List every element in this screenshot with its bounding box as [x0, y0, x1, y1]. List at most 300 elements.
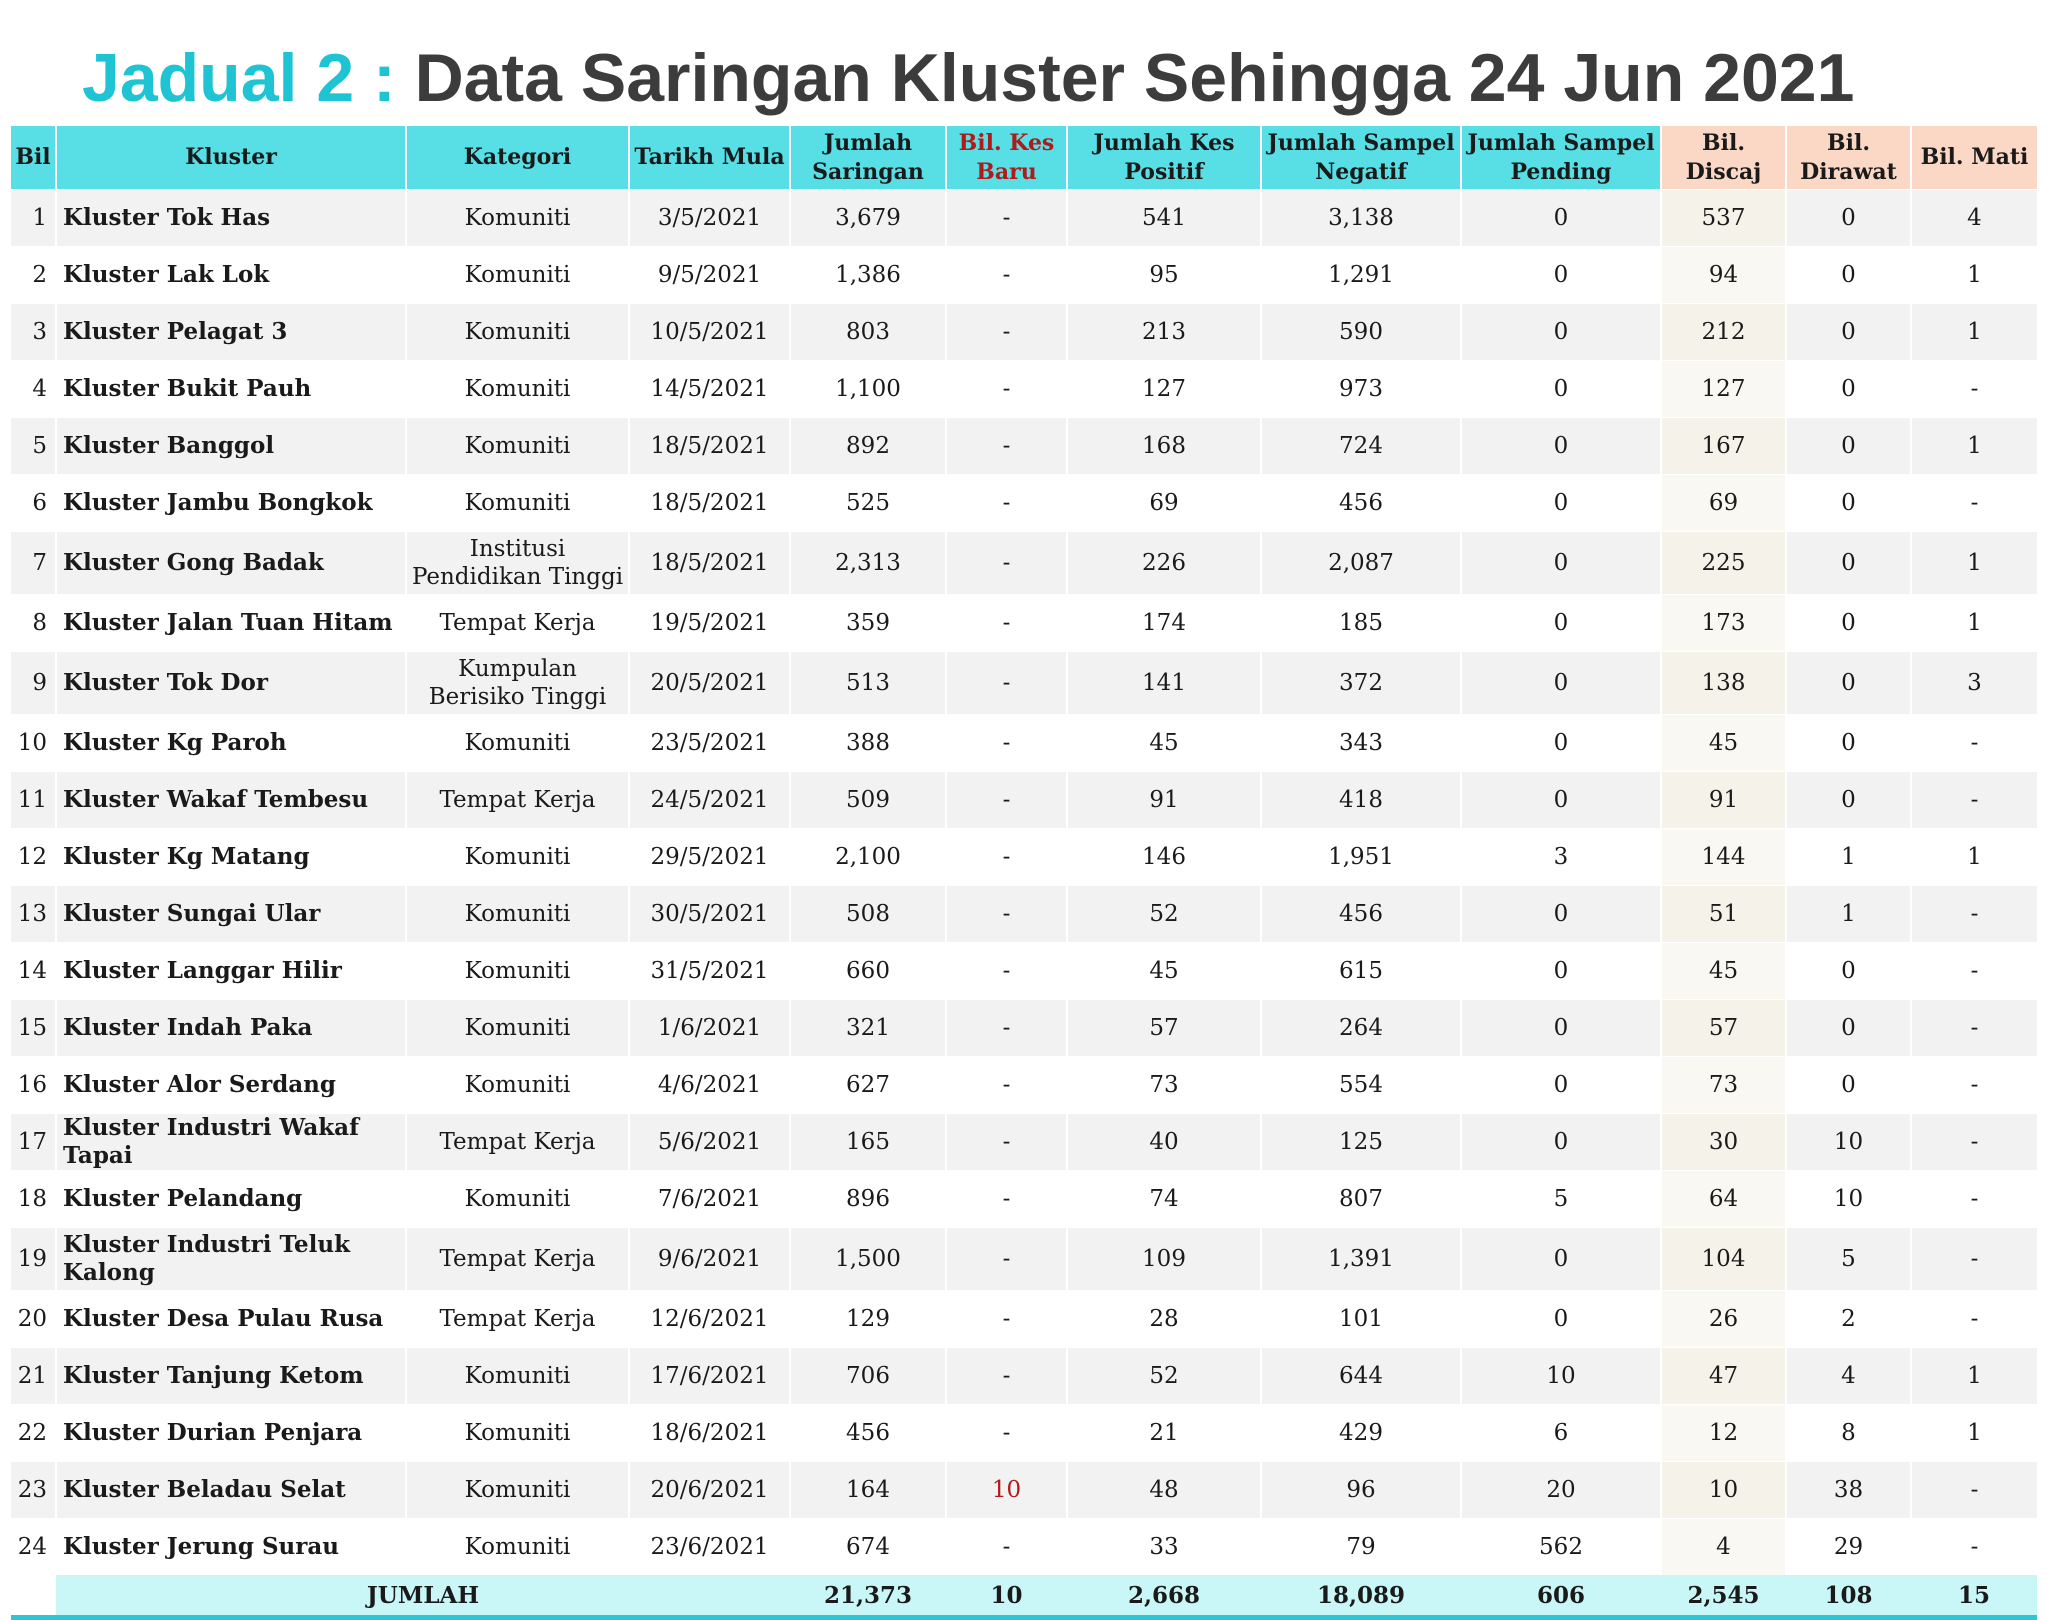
- cell-mati: 1: [1911, 1348, 2037, 1405]
- cell-pending: 5: [1461, 1171, 1661, 1228]
- cell-discaj: 47: [1661, 1348, 1786, 1405]
- cell-mati: -: [1911, 1291, 2037, 1348]
- cell-mati: -: [1911, 475, 2037, 532]
- cell-discaj: 94: [1661, 247, 1786, 304]
- cell-kategori: Komuniti: [406, 304, 629, 361]
- table-row: [11, 715, 2037, 772]
- cell-kes-baru: -: [946, 715, 1067, 772]
- cell-kategori: Kumpulan Berisiko Tinggi: [406, 652, 629, 715]
- cell-bil: 2: [11, 247, 56, 304]
- cell-dirawat: 8: [1786, 1405, 1911, 1462]
- cell-kategori: Tempat Kerja: [406, 772, 629, 829]
- cell-mati: -: [1911, 1462, 2037, 1519]
- cell-bil: 19: [11, 1228, 56, 1291]
- cell-mati: 1: [1911, 418, 2037, 475]
- cell-kluster: Kluster Indah Paka: [56, 1000, 406, 1057]
- cell-kluster: Kluster Tok Dor: [56, 652, 406, 715]
- cell-tarikh: 4/6/2021: [629, 1057, 790, 1114]
- cell-kategori: Komuniti: [406, 190, 629, 247]
- cell-tarikh: 9/6/2021: [629, 1228, 790, 1291]
- cell-kes-positif: 33: [1067, 1519, 1261, 1576]
- cell-kes-baru: -: [946, 1405, 1067, 1462]
- cell-saringan: 674: [790, 1519, 946, 1576]
- cell-tarikh: 19/5/2021: [629, 595, 790, 652]
- cell-saringan: 3,679: [790, 190, 946, 247]
- header-tarikh: Tarikh Mula: [629, 126, 790, 190]
- table-row: [11, 1171, 2037, 1228]
- cell-bil: 10: [11, 715, 56, 772]
- cell-dirawat: 0: [1786, 1057, 1911, 1114]
- cell-discaj: 173: [1661, 595, 1786, 652]
- cell-tarikh: 14/5/2021: [629, 361, 790, 418]
- cell-pending: 20: [1461, 1462, 1661, 1519]
- cell-tarikh: 18/5/2021: [629, 418, 790, 475]
- cell-discaj: 167: [1661, 418, 1786, 475]
- cell-saringan: 456: [790, 1405, 946, 1462]
- header-dirawat: Bil. Dirawat: [1786, 126, 1911, 190]
- cell-kes-baru: -: [946, 1348, 1067, 1405]
- cell-kategori: Tempat Kerja: [406, 595, 629, 652]
- cell-kes-baru: -: [946, 304, 1067, 361]
- cell-dirawat: 0: [1786, 190, 1911, 247]
- cell-kluster: Kluster Jalan Tuan Hitam: [56, 595, 406, 652]
- cell-bil: 7: [11, 532, 56, 595]
- cell-kes-positif: 109: [1067, 1228, 1261, 1291]
- cell-tarikh: 9/5/2021: [629, 247, 790, 304]
- cell-kategori: Tempat Kerja: [406, 1291, 629, 1348]
- table-row: [11, 829, 2037, 886]
- cell-pending: 0: [1461, 1000, 1661, 1057]
- cell-dirawat: 0: [1786, 1000, 1911, 1057]
- cell-kategori: Komuniti: [406, 418, 629, 475]
- cell-mati: 3: [1911, 652, 2037, 715]
- cell-dirawat: 0: [1786, 475, 1911, 532]
- header-saringan: Jumlah Saringan: [790, 126, 946, 190]
- cell-discaj: 212: [1661, 304, 1786, 361]
- cell-mati: -: [1911, 886, 2037, 943]
- cell-negatif: 456: [1261, 886, 1461, 943]
- cell-kes-baru: -: [946, 1000, 1067, 1057]
- total-mati: 15: [1911, 1575, 2037, 1618]
- cell-bil: 13: [11, 886, 56, 943]
- cell-kluster: Kluster Lak Lok: [56, 247, 406, 304]
- cell-kes-baru: -: [946, 595, 1067, 652]
- cell-tarikh: 10/5/2021: [629, 304, 790, 361]
- cell-negatif: 973: [1261, 361, 1461, 418]
- cell-saringan: 129: [790, 1291, 946, 1348]
- table-row: [11, 652, 2037, 715]
- cell-bil: 24: [11, 1519, 56, 1576]
- cell-kes-positif: 73: [1067, 1057, 1261, 1114]
- cell-kluster: Kluster Tanjung Ketom: [56, 1348, 406, 1405]
- cell-discaj: 127: [1661, 361, 1786, 418]
- cell-negatif: 456: [1261, 475, 1461, 532]
- cell-kes-positif: 168: [1067, 418, 1261, 475]
- cell-dirawat: 0: [1786, 418, 1911, 475]
- cell-mati: 4: [1911, 190, 2037, 247]
- cell-negatif: 1,391: [1261, 1228, 1461, 1291]
- cell-discaj: 4: [1661, 1519, 1786, 1576]
- cell-negatif: 724: [1261, 418, 1461, 475]
- cell-kategori: Komuniti: [406, 1057, 629, 1114]
- cell-kes-baru: -: [946, 652, 1067, 715]
- cell-dirawat: 0: [1786, 943, 1911, 1000]
- title-prefix: Jadual 2 :: [82, 40, 396, 116]
- cell-tarikh: 18/5/2021: [629, 475, 790, 532]
- cell-kategori: Komuniti: [406, 1000, 629, 1057]
- cell-discaj: 12: [1661, 1405, 1786, 1462]
- cell-negatif: 615: [1261, 943, 1461, 1000]
- cell-kategori: Komuniti: [406, 247, 629, 304]
- cell-kluster: Kluster Pelandang: [56, 1171, 406, 1228]
- cell-dirawat: 0: [1786, 247, 1911, 304]
- cell-mati: -: [1911, 1519, 2037, 1576]
- total-dirawat: 108: [1786, 1575, 1911, 1618]
- cell-saringan: 627: [790, 1057, 946, 1114]
- cell-discaj: 10: [1661, 1462, 1786, 1519]
- table-row: [11, 595, 2037, 652]
- cell-bil: 20: [11, 1291, 56, 1348]
- cell-kategori: Komuniti: [406, 829, 629, 886]
- cell-kluster: Kluster Sungai Ular: [56, 886, 406, 943]
- cell-negatif: 2,087: [1261, 532, 1461, 595]
- header-bil: Bil: [11, 126, 56, 190]
- table-row: [11, 532, 2037, 595]
- cell-dirawat: 2: [1786, 1291, 1911, 1348]
- cell-negatif: 101: [1261, 1291, 1461, 1348]
- cell-dirawat: 10: [1786, 1171, 1911, 1228]
- cell-bil: 3: [11, 304, 56, 361]
- cell-discaj: 537: [1661, 190, 1786, 247]
- cell-kes-positif: 52: [1067, 1348, 1261, 1405]
- cell-saringan: 165: [790, 1114, 946, 1171]
- cell-dirawat: 38: [1786, 1462, 1911, 1519]
- cell-kes-baru: -: [946, 475, 1067, 532]
- cell-discaj: 73: [1661, 1057, 1786, 1114]
- cell-tarikh: 1/6/2021: [629, 1000, 790, 1057]
- cell-kes-positif: 541: [1067, 190, 1261, 247]
- cell-negatif: 554: [1261, 1057, 1461, 1114]
- cell-bil: 11: [11, 772, 56, 829]
- cell-saringan: 660: [790, 943, 946, 1000]
- cell-tarikh: 7/6/2021: [629, 1171, 790, 1228]
- header-pending: Jumlah Sampel Pending: [1461, 126, 1661, 190]
- cell-discaj: 30: [1661, 1114, 1786, 1171]
- cell-kategori: Komuniti: [406, 1405, 629, 1462]
- cell-bil: 14: [11, 943, 56, 1000]
- cell-negatif: 807: [1261, 1171, 1461, 1228]
- cell-kes-baru: -: [946, 418, 1067, 475]
- cell-dirawat: 1: [1786, 886, 1911, 943]
- cell-kes-baru: -: [946, 1519, 1067, 1576]
- cell-pending: 562: [1461, 1519, 1661, 1576]
- cell-pending: 6: [1461, 1405, 1661, 1462]
- cell-saringan: 803: [790, 304, 946, 361]
- cell-kes-positif: 95: [1067, 247, 1261, 304]
- cell-negatif: 125: [1261, 1114, 1461, 1171]
- cell-bil: 12: [11, 829, 56, 886]
- cell-mati: -: [1911, 943, 2037, 1000]
- cell-saringan: 525: [790, 475, 946, 532]
- cell-kes-baru: -: [946, 886, 1067, 943]
- cell-kes-positif: 48: [1067, 1462, 1261, 1519]
- cell-tarikh: 24/5/2021: [629, 772, 790, 829]
- cell-kategori: Komuniti: [406, 1171, 629, 1228]
- cell-discaj: 225: [1661, 532, 1786, 595]
- cell-pending: 0: [1461, 304, 1661, 361]
- cell-kategori: Tempat Kerja: [406, 1114, 629, 1171]
- cell-negatif: 3,138: [1261, 190, 1461, 247]
- table-row: [11, 1114, 2037, 1171]
- cell-negatif: 343: [1261, 715, 1461, 772]
- cell-dirawat: 4: [1786, 1348, 1911, 1405]
- cell-dirawat: 0: [1786, 361, 1911, 418]
- cell-dirawat: 1: [1786, 829, 1911, 886]
- cell-kes-positif: 226: [1067, 532, 1261, 595]
- cell-negatif: 96: [1261, 1462, 1461, 1519]
- total-blank: [11, 1575, 56, 1618]
- cell-kes-baru: -: [946, 532, 1067, 595]
- cell-kategori: Komuniti: [406, 943, 629, 1000]
- cell-tarikh: 29/5/2021: [629, 829, 790, 886]
- cell-kes-baru: -: [946, 1171, 1067, 1228]
- cell-pending: 0: [1461, 475, 1661, 532]
- cell-kategori: Komuniti: [406, 361, 629, 418]
- cell-bil: 4: [11, 361, 56, 418]
- cell-mati: 1: [1911, 247, 2037, 304]
- cell-mati: 1: [1911, 829, 2037, 886]
- header-discaj: Bil. Discaj: [1661, 126, 1786, 190]
- cell-mati: 1: [1911, 304, 2037, 361]
- cell-bil: 21: [11, 1348, 56, 1405]
- cell-kes-positif: 57: [1067, 1000, 1261, 1057]
- cell-discaj: 51: [1661, 886, 1786, 943]
- cell-bil: 9: [11, 652, 56, 715]
- cell-mati: -: [1911, 772, 2037, 829]
- cell-negatif: 418: [1261, 772, 1461, 829]
- header-kategori: Kategori: [406, 126, 629, 190]
- cell-kluster: Kluster Gong Badak: [56, 532, 406, 595]
- cell-pending: 0: [1461, 1114, 1661, 1171]
- cell-dirawat: 0: [1786, 595, 1911, 652]
- cell-mati: -: [1911, 1114, 2037, 1171]
- cell-discaj: 144: [1661, 829, 1786, 886]
- cell-kes-positif: 127: [1067, 361, 1261, 418]
- cell-bil: 18: [11, 1171, 56, 1228]
- table-row: [11, 1462, 2037, 1519]
- cell-negatif: 79: [1261, 1519, 1461, 1576]
- cell-saringan: 1,386: [790, 247, 946, 304]
- cell-discaj: 138: [1661, 652, 1786, 715]
- cell-pending: 0: [1461, 247, 1661, 304]
- cell-mati: 1: [1911, 595, 2037, 652]
- cell-kategori: Komuniti: [406, 1519, 629, 1576]
- cell-saringan: 388: [790, 715, 946, 772]
- cell-discaj: 104: [1661, 1228, 1786, 1291]
- header-kes-baru: Bil. Kes Baru: [946, 126, 1067, 190]
- total-row: [11, 1575, 2037, 1618]
- cell-mati: -: [1911, 1057, 2037, 1114]
- cell-saringan: 164: [790, 1462, 946, 1519]
- cell-kluster: Kluster Beladau Selat: [56, 1462, 406, 1519]
- cell-bil: 22: [11, 1405, 56, 1462]
- cell-tarikh: 23/6/2021: [629, 1519, 790, 1576]
- cell-kluster: Kluster Kg Paroh: [56, 715, 406, 772]
- cell-pending: 0: [1461, 943, 1661, 1000]
- cell-kes-baru: -: [946, 247, 1067, 304]
- total-discaj: 2,545: [1661, 1575, 1786, 1618]
- cell-dirawat: 5: [1786, 1228, 1911, 1291]
- total-pending: 606: [1461, 1575, 1661, 1618]
- cell-pending: 0: [1461, 595, 1661, 652]
- cell-bil: 17: [11, 1114, 56, 1171]
- table-row: [11, 1348, 2037, 1405]
- cell-bil: 15: [11, 1000, 56, 1057]
- cell-saringan: 896: [790, 1171, 946, 1228]
- cell-mati: 1: [1911, 532, 2037, 595]
- cell-tarikh: 3/5/2021: [629, 190, 790, 247]
- cell-bil: 23: [11, 1462, 56, 1519]
- cell-kes-baru: -: [946, 361, 1067, 418]
- cell-negatif: 185: [1261, 595, 1461, 652]
- cell-kes-positif: 52: [1067, 886, 1261, 943]
- cluster-screening-table: [11, 126, 2037, 1620]
- cell-kes-baru: -: [946, 190, 1067, 247]
- cell-kluster: Kluster Jambu Bongkok: [56, 475, 406, 532]
- cell-tarikh: 20/5/2021: [629, 652, 790, 715]
- cell-pending: 0: [1461, 886, 1661, 943]
- total-saringan: 21,373: [790, 1575, 946, 1618]
- header-row: [11, 126, 2037, 190]
- cell-negatif: 590: [1261, 304, 1461, 361]
- cell-discaj: 45: [1661, 715, 1786, 772]
- header-kluster: Kluster: [56, 126, 406, 190]
- table-row: [11, 1405, 2037, 1462]
- cell-kategori: Komuniti: [406, 715, 629, 772]
- cell-mati: -: [1911, 361, 2037, 418]
- cell-kes-positif: 174: [1067, 595, 1261, 652]
- total-label: JUMLAH: [56, 1575, 790, 1618]
- cell-tarikh: 12/6/2021: [629, 1291, 790, 1348]
- cell-pending: 0: [1461, 190, 1661, 247]
- cell-kategori: Tempat Kerja: [406, 1228, 629, 1291]
- cell-tarikh: 20/6/2021: [629, 1462, 790, 1519]
- table-row: [11, 247, 2037, 304]
- cell-kategori: Institusi Pendidikan Tinggi: [406, 532, 629, 595]
- cell-mati: -: [1911, 1000, 2037, 1057]
- title-main: Data Saringan Kluster Sehingga 24 Jun 2021: [414, 40, 1855, 116]
- header-kes-positif: Jumlah Kes Positif: [1067, 126, 1261, 190]
- cell-kes-positif: 21: [1067, 1405, 1261, 1462]
- cell-pending: 10: [1461, 1348, 1661, 1405]
- cell-kes-baru: -: [946, 772, 1067, 829]
- cell-kes-positif: 45: [1067, 943, 1261, 1000]
- table-row: [11, 1000, 2037, 1057]
- cell-pending: 0: [1461, 772, 1661, 829]
- page-title: [82, 36, 1854, 120]
- cell-kes-positif: 74: [1067, 1171, 1261, 1228]
- cell-dirawat: 0: [1786, 715, 1911, 772]
- cell-saringan: 359: [790, 595, 946, 652]
- cell-saringan: 892: [790, 418, 946, 475]
- cell-saringan: 513: [790, 652, 946, 715]
- cell-kluster: Kluster Desa Pulau Rusa: [56, 1291, 406, 1348]
- cell-kes-positif: 40: [1067, 1114, 1261, 1171]
- table-row: [11, 943, 2037, 1000]
- cell-saringan: 1,500: [790, 1228, 946, 1291]
- cell-saringan: 1,100: [790, 361, 946, 418]
- cell-kluster: Kluster Industri Teluk Kalong: [56, 1228, 406, 1291]
- cell-kluster: Kluster Jerung Surau: [56, 1519, 406, 1576]
- cell-kluster: Kluster Tok Has: [56, 190, 406, 247]
- cell-saringan: 2,100: [790, 829, 946, 886]
- cell-kluster: Kluster Wakaf Tembesu: [56, 772, 406, 829]
- table-row: [11, 1519, 2037, 1576]
- cell-mati: -: [1911, 1171, 2037, 1228]
- cell-kluster: Kluster Bukit Pauh: [56, 361, 406, 418]
- cell-kluster: Kluster Alor Serdang: [56, 1057, 406, 1114]
- cell-kategori: Komuniti: [406, 475, 629, 532]
- cell-pending: 3: [1461, 829, 1661, 886]
- cell-kes-baru: -: [946, 1114, 1067, 1171]
- cell-tarikh: 17/6/2021: [629, 1348, 790, 1405]
- cell-tarikh: 5/6/2021: [629, 1114, 790, 1171]
- cell-dirawat: 10: [1786, 1114, 1911, 1171]
- table-row: [11, 886, 2037, 943]
- cell-bil: 16: [11, 1057, 56, 1114]
- table-row: [11, 190, 2037, 247]
- table-row: [11, 1228, 2037, 1291]
- cell-kes-baru: -: [946, 1228, 1067, 1291]
- cell-saringan: 321: [790, 1000, 946, 1057]
- cell-saringan: 508: [790, 886, 946, 943]
- cell-kes-positif: 213: [1067, 304, 1261, 361]
- table-row: [11, 418, 2037, 475]
- cell-negatif: 372: [1261, 652, 1461, 715]
- cell-pending: 0: [1461, 532, 1661, 595]
- table-row: [11, 304, 2037, 361]
- cell-discaj: 45: [1661, 943, 1786, 1000]
- cell-kes-baru: -: [946, 1291, 1067, 1348]
- table-row: [11, 475, 2037, 532]
- cell-pending: 0: [1461, 418, 1661, 475]
- cell-dirawat: 0: [1786, 532, 1911, 595]
- cell-tarikh: 18/5/2021: [629, 532, 790, 595]
- cell-negatif: 1,951: [1261, 829, 1461, 886]
- cell-kes-baru: -: [946, 943, 1067, 1000]
- cell-discaj: 91: [1661, 772, 1786, 829]
- cell-tarikh: 31/5/2021: [629, 943, 790, 1000]
- cell-dirawat: 29: [1786, 1519, 1911, 1576]
- cell-kes-baru: -: [946, 829, 1067, 886]
- header-negatif: Jumlah Sampel Negatif: [1261, 126, 1461, 190]
- cell-mati: -: [1911, 1228, 2037, 1291]
- cell-negatif: 264: [1261, 1000, 1461, 1057]
- cell-negatif: 1,291: [1261, 247, 1461, 304]
- cell-pending: 0: [1461, 652, 1661, 715]
- cell-tarikh: 18/6/2021: [629, 1405, 790, 1462]
- cell-mati: 1: [1911, 1405, 2037, 1462]
- cell-bil: 8: [11, 595, 56, 652]
- cell-discaj: 26: [1661, 1291, 1786, 1348]
- cell-bil: 5: [11, 418, 56, 475]
- total-negatif: 18,089: [1261, 1575, 1461, 1618]
- cell-kategori: Komuniti: [406, 1348, 629, 1405]
- cell-kluster: Kluster Pelagat 3: [56, 304, 406, 361]
- cell-kluster: Kluster Industri Wakaf Tapai: [56, 1114, 406, 1171]
- cell-kes-positif: 146: [1067, 829, 1261, 886]
- cell-bil: 6: [11, 475, 56, 532]
